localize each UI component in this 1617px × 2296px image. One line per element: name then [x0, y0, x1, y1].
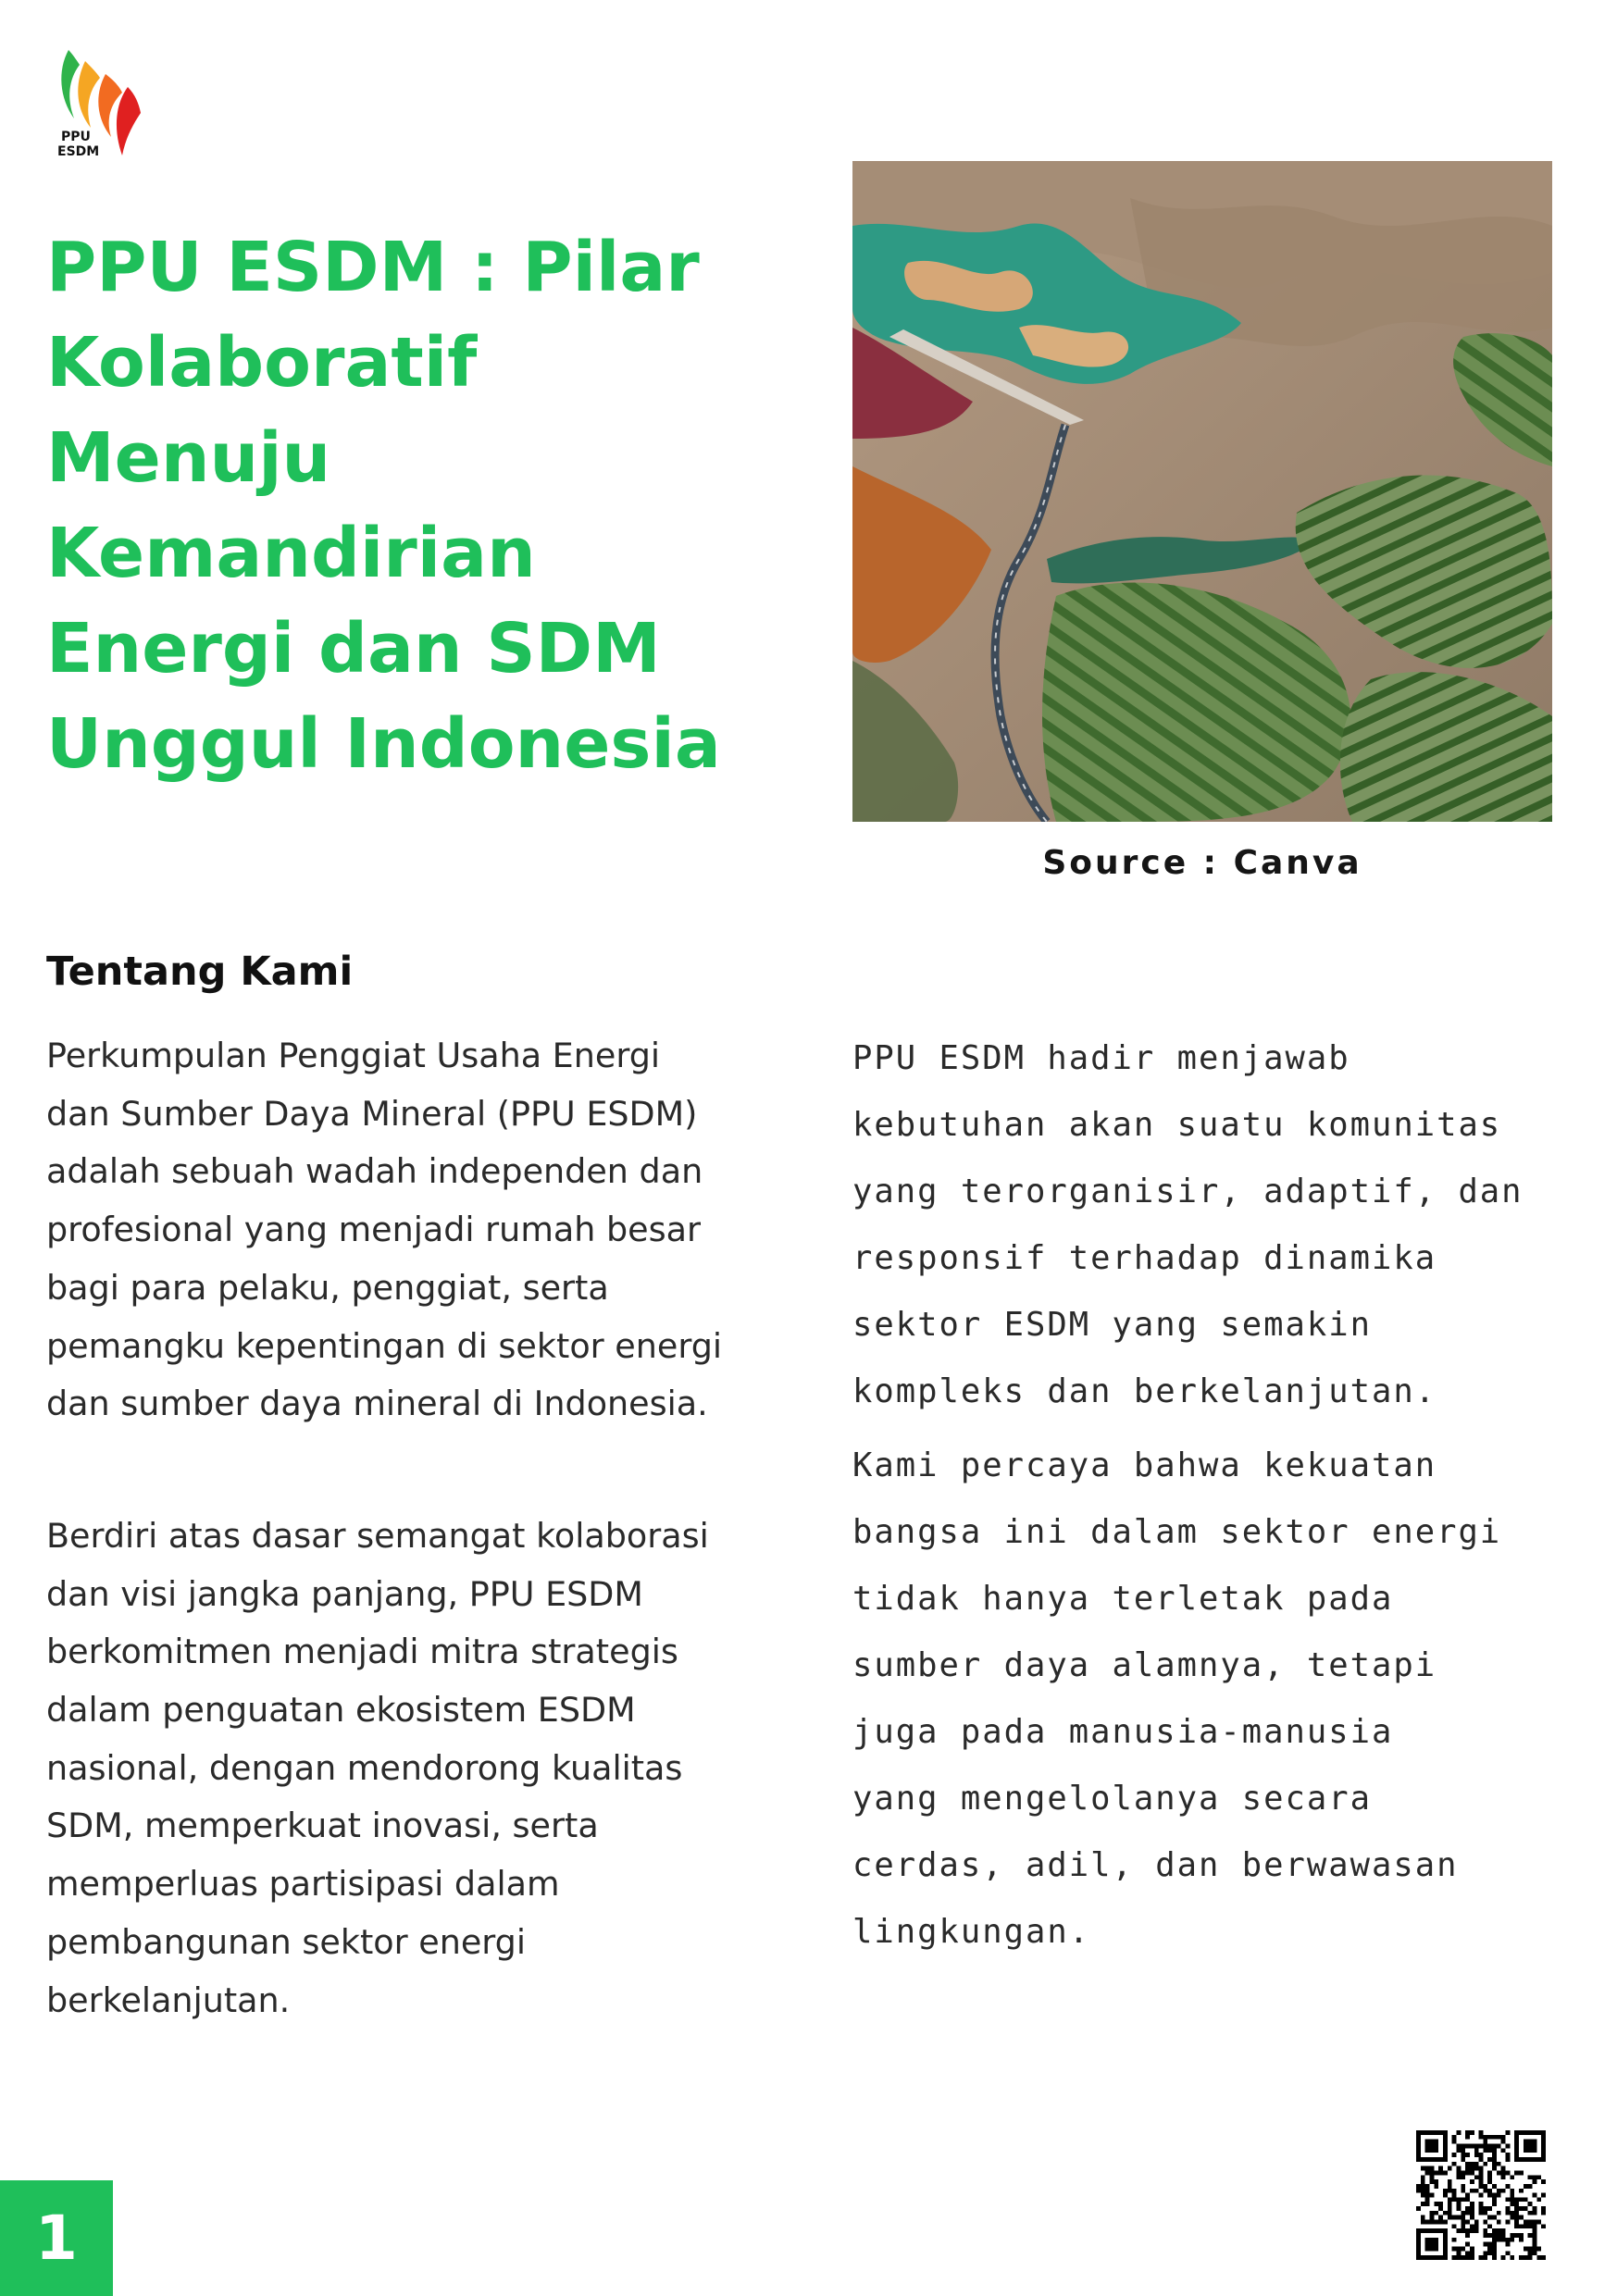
text-line: lingkungan. — [852, 1913, 1091, 1951]
aerial-landscape-photo — [852, 161, 1552, 822]
text-line: PPU ESDM hadir menjawab — [852, 1039, 1350, 1077]
text-line: pemangku kepentingan di sektor energi — [46, 1325, 722, 1366]
text-line: kebutuhan akan suatu komunitas — [852, 1106, 1502, 1144]
text-line: dan Sumber Daya Mineral (PPU ESDM) — [46, 1093, 698, 1134]
text-line: profesional yang menjadi rumah besar — [46, 1210, 701, 1250]
text-line: nasional, dengan mendorong kualitas — [46, 1747, 683, 1788]
text-line: yang mengelolanya secara — [852, 1780, 1372, 1818]
text-line: bagi para pelaku, penggiat, serta — [46, 1267, 609, 1308]
text-line: responsif terhadap dinamika — [852, 1239, 1437, 1277]
text-line: cerdas, adil, dan berwawasan — [852, 1846, 1459, 1884]
qr-code-icon[interactable] — [1416, 2130, 1546, 2260]
text-line: bangsa ini dalam sektor energi — [852, 1513, 1502, 1551]
left-column — [46, 1027, 805, 2029]
image-caption: Source : Canva — [1042, 844, 1362, 882]
title-line: Energi dan SDM — [46, 609, 661, 689]
text-line: Kami percaya bahwa kekuatan — [852, 1446, 1437, 1484]
ppu-esdm-logo — [48, 33, 150, 163]
title-line: Menuju — [46, 418, 331, 498]
text-line: dan visi jangka panjang, PPU ESDM — [46, 1573, 643, 1614]
page-title — [46, 220, 787, 792]
section-heading: Tentang Kami — [46, 949, 354, 995]
svg-text:PPU: PPU — [61, 130, 91, 144]
page-number-badge: 1 — [0, 2180, 113, 2296]
title-line: Kemandirian — [46, 514, 536, 593]
paragraph — [852, 1433, 1593, 1966]
text-line: sumber daya alamnya, tetapi — [852, 1646, 1437, 1684]
flame-logo-icon — [48, 33, 150, 163]
right-column — [852, 1025, 1593, 1966]
text-line: Perkumpulan Penggiat Usaha Energi — [46, 1036, 661, 1075]
paragraph — [852, 1025, 1593, 1425]
text-line: berkelanjutan. — [46, 1980, 291, 2020]
text-line: dan sumber daya mineral di Indonesia. — [46, 1384, 708, 1424]
paragraph — [46, 1508, 805, 2029]
paragraph — [46, 1027, 805, 1433]
text-line: dalam penguatan ekosistem ESDM — [46, 1690, 636, 1731]
text-line: tidak hanya terletak pada — [852, 1580, 1394, 1618]
title-line: Kolaboratif — [46, 323, 478, 403]
text-line: SDM, memperkuat inovasi, serta — [46, 1806, 599, 1846]
text-line: juga pada manusia-manusia — [852, 1713, 1394, 1751]
title-line: PPU ESDM : Pilar — [46, 228, 700, 307]
text-line: kompleks dan berkelanjutan. — [852, 1372, 1437, 1410]
text-line: sektor ESDM yang semakin — [852, 1306, 1372, 1344]
text-line: memperluas partisipasi dalam — [46, 1864, 560, 1905]
title-line: Unggul Indonesia — [46, 704, 721, 784]
text-line: pembangunan sektor energi — [46, 1921, 526, 1962]
text-line: berkomitmen menjadi mitra strategis — [46, 1632, 678, 1672]
text-line: yang terorganisir, adaptif, dan — [852, 1173, 1524, 1210]
text-line: Berdiri atas dasar semangat kolaborasi — [46, 1515, 709, 1556]
svg-text:ESDM: ESDM — [57, 144, 100, 159]
text-line: adalah sebuah wadah independen dan — [46, 1151, 703, 1192]
